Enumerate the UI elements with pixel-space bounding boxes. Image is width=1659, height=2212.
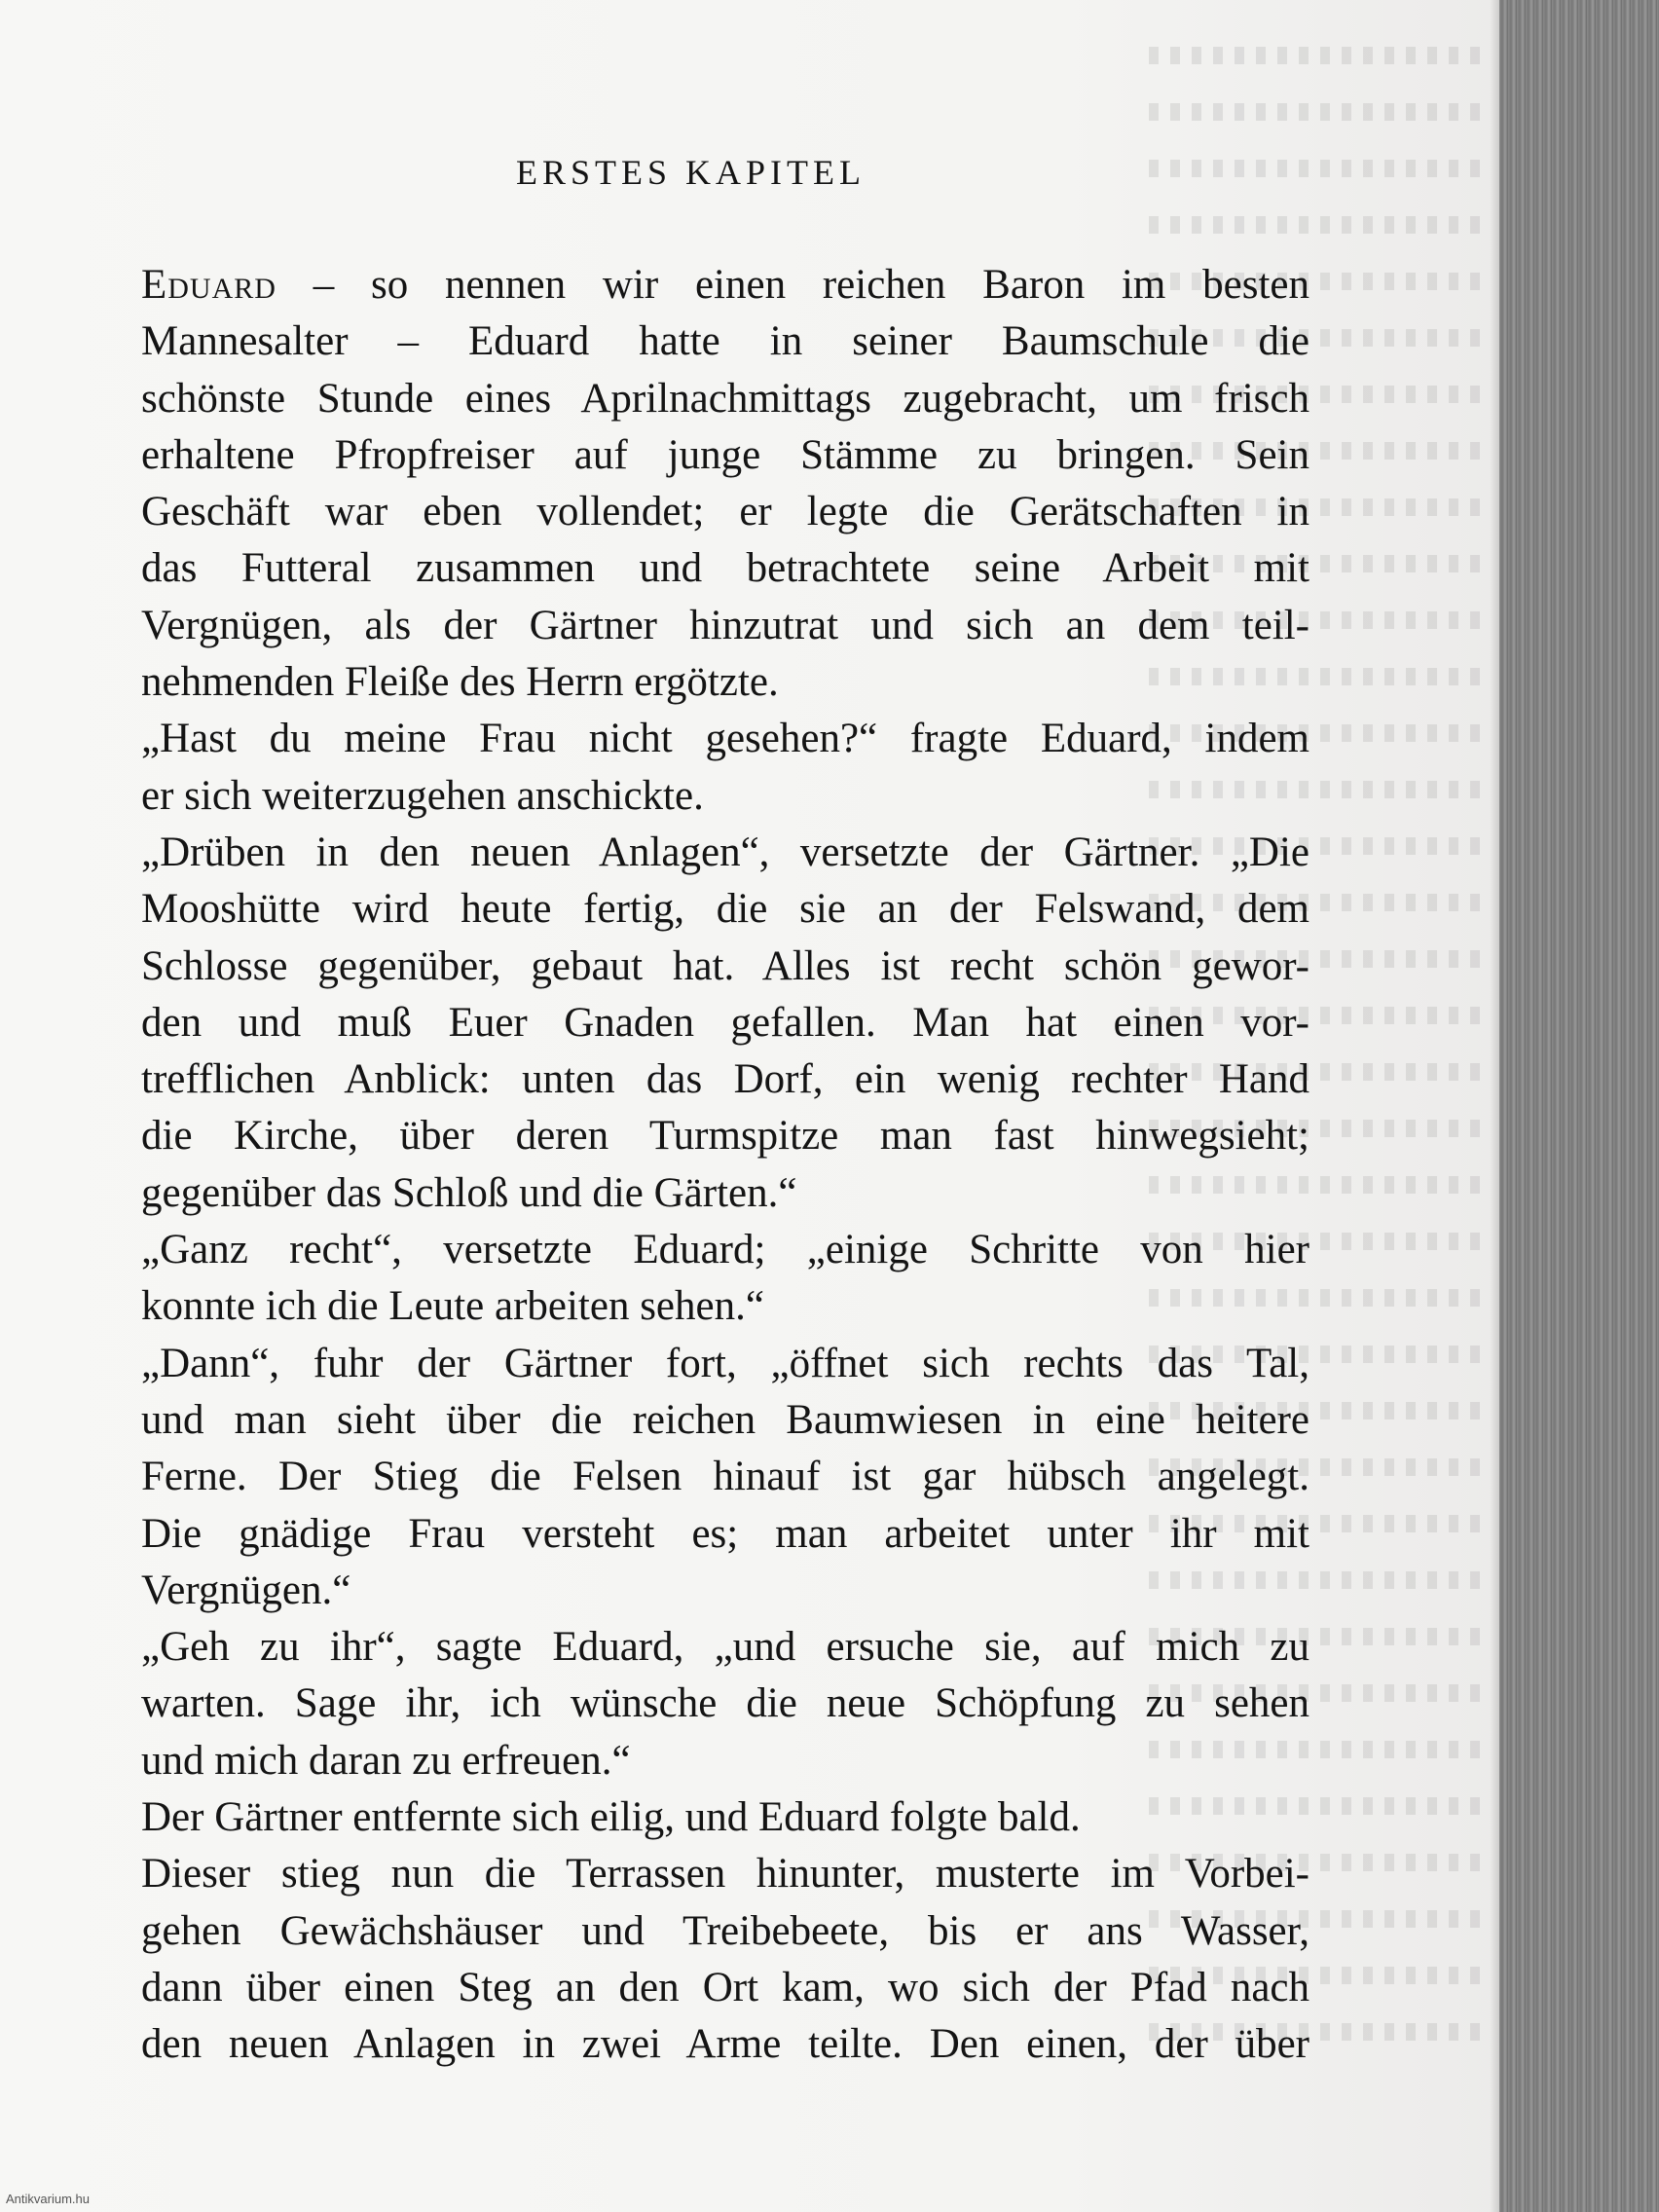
- text-line: erhaltene Pfropfreiser auf junge Stämme zu bringen. Sein: [141, 431, 1309, 478]
- text-line: Schlosse gegenüber, gebaut hat. Alles ist recht schön gewor-: [141, 942, 1309, 989]
- text-line: den neuen Anlagen in zwei Arme teilte. Den einen, der über: [141, 2021, 1309, 2068]
- text-line: Ferne. Der Stieg die Felsen hinauf ist gar hübsch angelegt.: [141, 1454, 1309, 1500]
- text-line: Die gnädige Frau versteht es; man arbeitet unter ihr mit: [141, 1510, 1309, 1557]
- text-line: [141, 257, 1309, 313]
- page-stack-edge: [1499, 0, 1659, 2212]
- text-line: Der Gärtner entfernte sich eilig, und Eduard folgte bald.: [141, 1794, 1081, 1841]
- text-line: dann über einen Steg an den Ort kam, wo sich der Pfad nach: [141, 1964, 1309, 2010]
- text-line: „Hast du meine Frau nicht gesehen?“ fragte Eduard, indem: [141, 716, 1309, 762]
- text-line: gehen Gewächshäuser und Treibebeete, bis er ans Wasser,: [141, 1907, 1309, 1954]
- text-line: „Drüben in den neuen Anlagen“, versetzte der Gärtner. „Die: [141, 829, 1309, 875]
- chapter-heading: ERSTES KAPITEL: [516, 153, 866, 192]
- text-line: das Futteral zusammen und betrachtete seine Arbeit mit: [141, 545, 1309, 592]
- text-line: „Geh zu ihr“, sagte Eduard, „und ersuche sie, auf mich zu: [141, 1624, 1309, 1671]
- text-line: und mich daran zu erfreuen.“: [141, 1737, 631, 1784]
- bleed-line: [1149, 29, 1480, 86]
- text-line: gegenüber das Schloß und die Gärten.“: [141, 1169, 797, 1216]
- text-line: warten. Sage ihr, ich wünsche die neue Schöpfung zu sehen: [141, 1680, 1309, 1727]
- text-line: Vergnügen, als der Gärtner hinzutrat und sich an dem teil-: [141, 602, 1309, 648]
- text-line: Mannesalter – Eduard hatte in seiner Baumschule die: [141, 318, 1309, 365]
- text-line: Vergnügen.“: [141, 1567, 351, 1613]
- text-line: schönste Stunde eines Aprilnachmittags zugebracht, um frisch: [141, 375, 1309, 422]
- text-line: Mooshütte wird heute fertig, die sie an der Felswand, dem: [141, 886, 1309, 933]
- text-line: er sich weiterzugehen anschickte.: [141, 772, 704, 819]
- first-word: Eduard: [141, 262, 276, 308]
- text-line-content: – so nennen wir einen reichen Baron im besten: [276, 262, 1309, 308]
- text-line: den und muß Euer Gnaden gefallen. Man hat einen vor-: [141, 999, 1309, 1046]
- text-line: die Kirche, über deren Turmspitze man fast hinwegsieht;: [141, 1113, 1309, 1160]
- text-line: und man sieht über die reichen Baumwiesen in eine heitere: [141, 1396, 1309, 1443]
- bleed-line: [1149, 86, 1480, 142]
- watermark: Antikvarium.hu: [6, 2192, 90, 2206]
- text-line: Geschäft war eben vollendet; er legte die Gerätschaften in: [141, 489, 1309, 535]
- bleed-line: [1149, 199, 1480, 255]
- text-line: „Dann“, fuhr der Gärtner fort, „öffnet sich rechts das Tal,: [141, 1340, 1309, 1386]
- text-line: konnte ich die Leute arbeiten sehen.“: [141, 1283, 764, 1330]
- text-line: trefflichen Anblick: unten das Dorf, ein wenig rechter Hand: [141, 1056, 1309, 1103]
- text-line: nehmenden Fleiße des Herrn ergötzte.: [141, 659, 779, 706]
- text-line: „Ganz recht“, versetzte Eduard; „einige Schritte von hier: [141, 1227, 1309, 1273]
- bleed-line: [1149, 142, 1480, 199]
- body-text: [141, 257, 1309, 2074]
- text-line: Dieser stieg nun die Terrassen hinunter, musterte im Vorbei-: [141, 1851, 1309, 1898]
